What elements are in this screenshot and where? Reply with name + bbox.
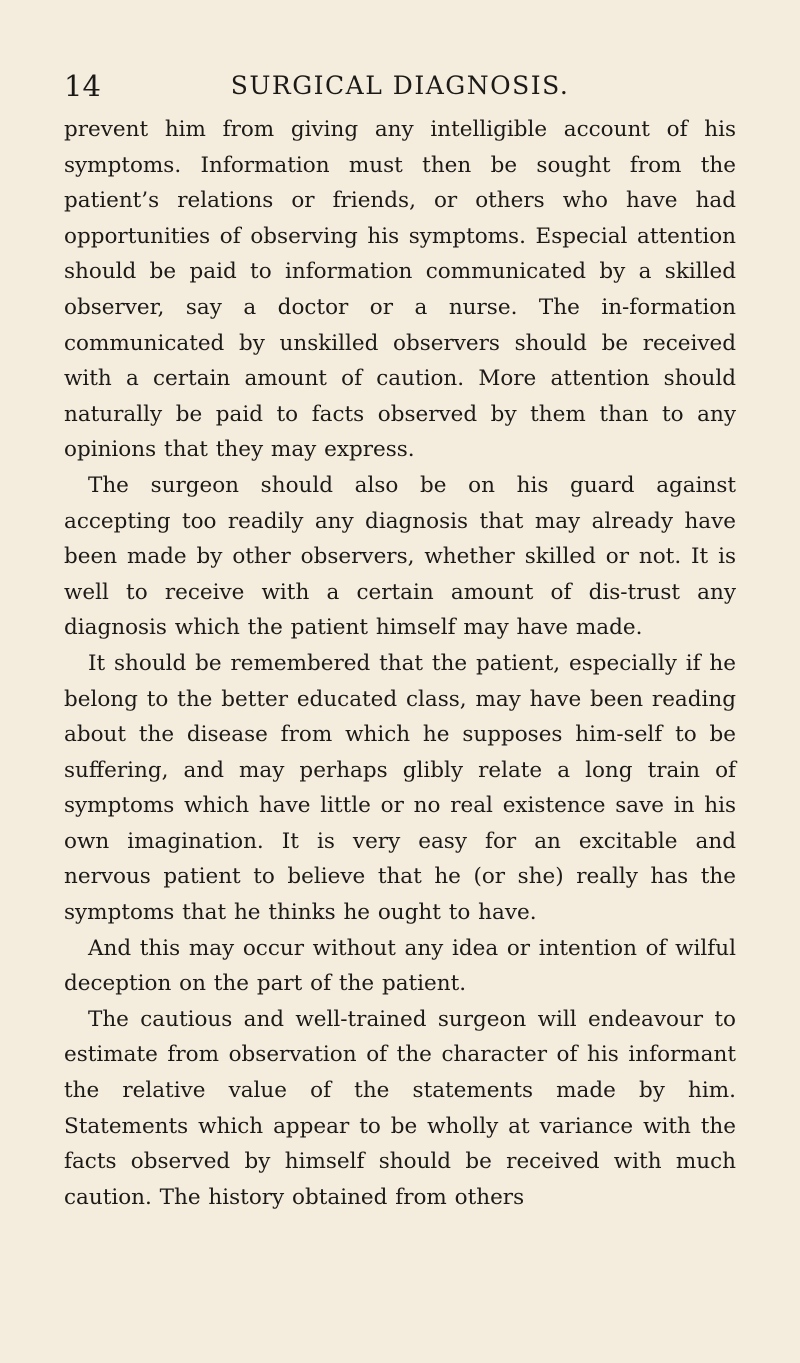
paragraph-diagnosis-caution: The surgeon should also be on his guard against accepting too readily any diagnosis that may already have been made by other observers, whether skilled or not. It is well to receive with a certain amount of dis-trust any diagnosis which the patient himself may have made. bbox=[64, 472, 736, 641]
page-header bbox=[64, 66, 736, 106]
running-title: SURGICAL DIAGNOSIS. bbox=[230, 71, 570, 100]
paragraph-surgeon-estimate: The cautious and well-trained surgeon will endeavour to estimate from observation of the character of his informant the relative value of the statements made by him. Statements which appear to be wholly at variance with the facts observed by himself should be received with much caution. The history obtained from others bbox=[64, 1006, 736, 1210]
body-text bbox=[64, 112, 736, 1215]
paragraph-no-deception: And this may occur without any idea or intention of wilful deception on the part of the patient. bbox=[64, 935, 736, 997]
paragraph-patient-reading: It should be remembered that the patient, especially if he belong to the better educated class, may have been reading about the disease from which he supposes him-self to be suffering, and may perhaps glibly relate a long train of symptoms which have little or no real existence save in his own imagination. It is very easy for an excitable and nervous patient to believe that he (or she) really has the symptoms that he thinks he ought to have. bbox=[64, 650, 736, 926]
page-number: 14 bbox=[64, 69, 101, 103]
paragraph-continuation: prevent him from giving any intelligible account of his symptoms. Information must then be sought from the patient’s relations or friends, or others who have had opportunities of observing his symptoms. Especial attention should be paid to information communicated by a skilled observer, say a doctor or a nurse. The in-formation communicated by unskilled observers should be received with a certain amount of caution. More attention should naturally be paid to facts observed by them than to any opinions that they may express. bbox=[64, 117, 736, 463]
